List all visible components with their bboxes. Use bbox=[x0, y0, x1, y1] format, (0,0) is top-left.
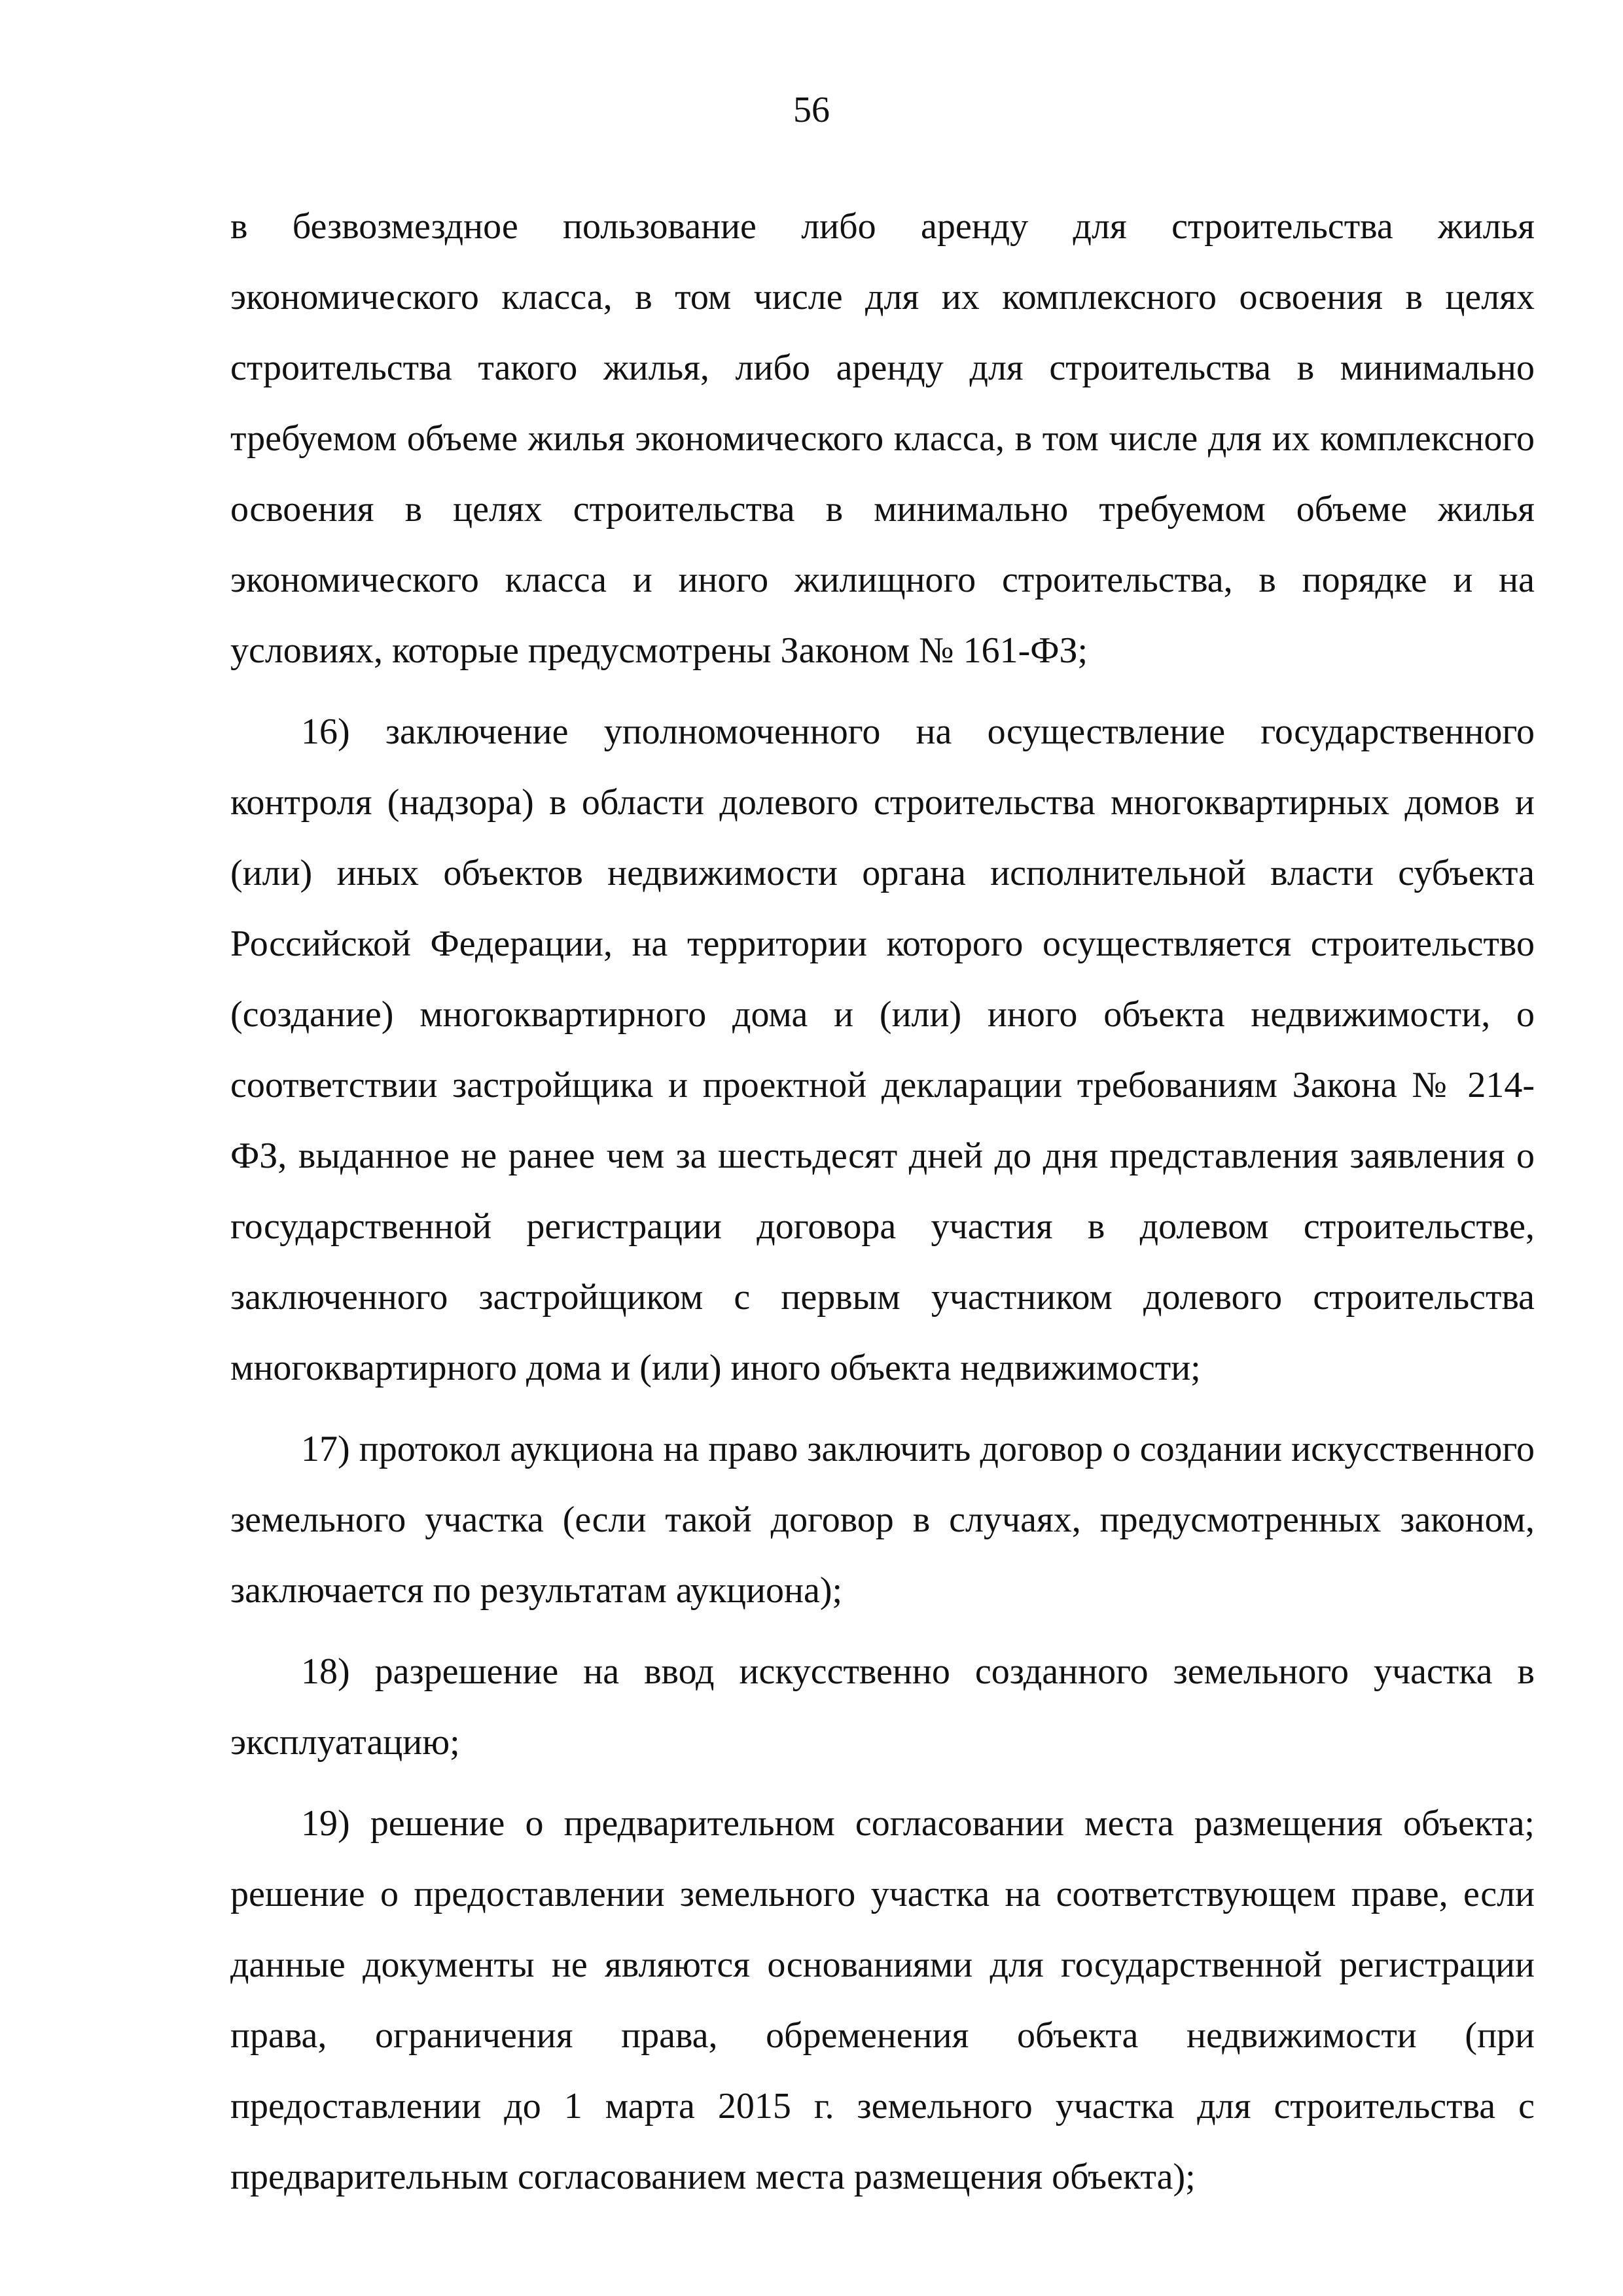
paragraph-item-16: 16) заключение уполномоченного на осуществление государственного контроля (надзора) в области долевого строительства многоквартирных домов и (или) иных объектов недвижимости органа исполнительной власти субъекта Российской Федерации, на территории которого осуществляется строительство (создание) многоквартирного дома и (или) иного объекта недвижимости, о соответствии застройщика и проектной декларации требованиям Закона № 214-ФЗ, выданное не ранее чем за шестьдесят дней до дня представления заявления о государственной регистрации договора участия в долевом строительстве, заключенного застройщиком с первым участником долевого строительства многоквартирного дома и (или) иного объекта недвижимости; bbox=[230, 711, 1535, 1388]
paragraph-item-18: 18) разрешение на ввод искусственно созданного земельного участка в эксплуатацию; bbox=[230, 1651, 1535, 1763]
paragraph-item-17: 17) протокол аукциона на право заключить договор о создании искусственного земельного участка (если такой договор в случаях, предусмотренных законом, заключается по результатам аукциона); bbox=[230, 1429, 1535, 1611]
paragraph-item-19: 19) решение о предварительном согласовании места размещения объекта; решение о предоставлении земельного участка на соответствующем праве, если данные документы не являются основаниями для государственной регистрации права, ограничения права, обременения объекта недвижимости (при предоставлении до 1 марта 2015 г. земельного участка для строительства с предварительным согласованием места размещения объекта); bbox=[230, 1803, 1535, 2197]
body-text bbox=[230, 191, 1535, 2212]
paragraph-continuation: в безвозмездное пользование либо аренду для строительства жилья экономического класса, в том числе для их комплексного освоения в целях строительства такого жилья, либо аренду для строительства в минимально требуемом объеме жилья экономического класса, в том числе для их комплексного освоения в целях строительства в минимально требуемом объеме жилья экономического класса и иного жилищного строительства, в порядке и на условиях, которые предусмотрены Законом № 161-ФЗ; bbox=[230, 206, 1535, 671]
page-number: 56 bbox=[793, 90, 830, 130]
